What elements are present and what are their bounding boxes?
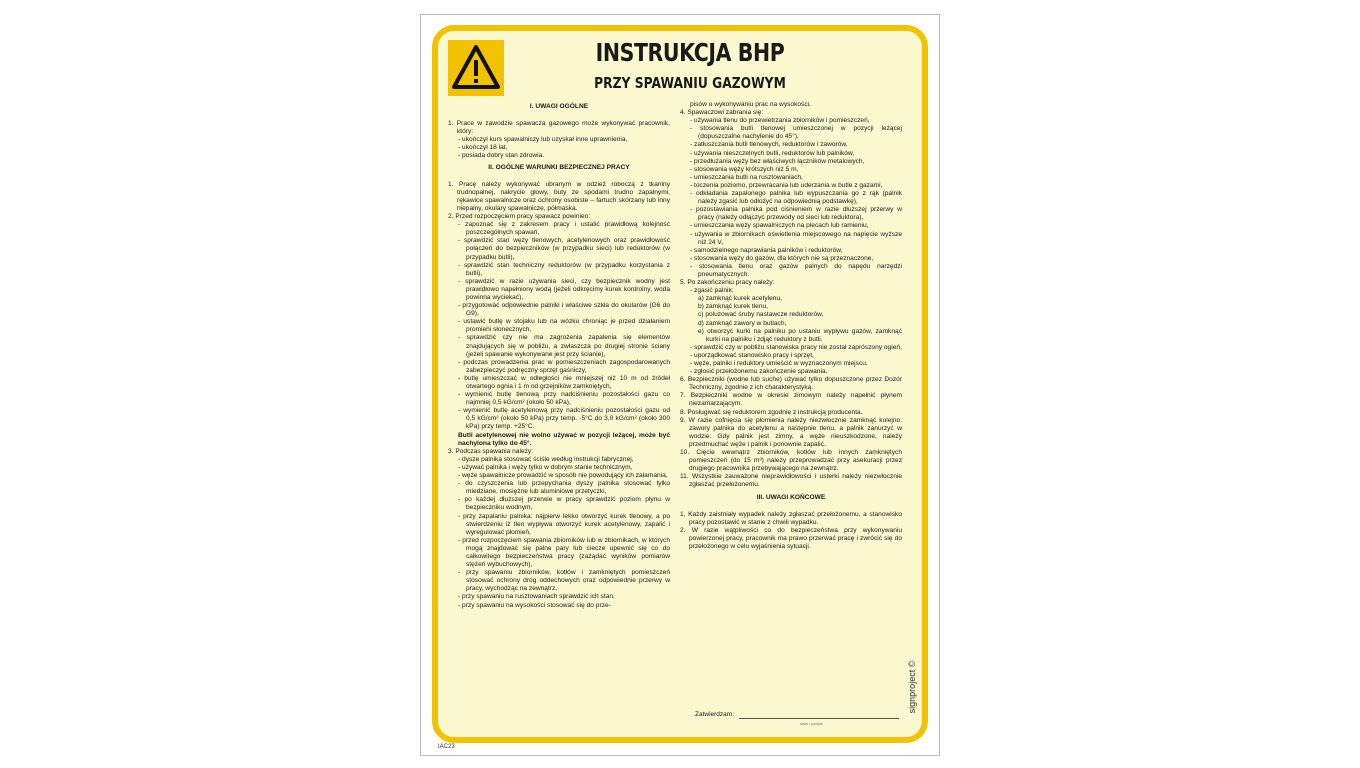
signature-caption: data i podpis [800, 721, 823, 726]
list-item: - pozostawiania palnika pod ciśnieniem w razie dłuższej przerwy w pracy (należy odłączyć przewody od sieci lub reduktora), [690, 206, 902, 222]
paragraph: 7. Bezpieczniki wodne w okresie zimowym należy napełnić płynem niezamarzającym. [680, 392, 902, 408]
sub-list-item: c) poluzować śruby nastawcze reduktorów, [698, 311, 824, 319]
list-item: - stosowania węży krótszych niż 5 m, [690, 165, 799, 173]
list-item: - sprawdzić w razie używania sieci, czy bezpiecznik wodny jest prawidłowo napełniony wodą (jeżeli odkręcimy kurek kontrolny, woda powinna wyciekać), [458, 277, 670, 301]
sign-subtitle: PRZY SPAWANIU GAZOWYM [594, 74, 786, 92]
list-item: - dysze palnika stosować ściśle według instrukcji fabrycznej, [458, 455, 634, 463]
list-item: - sprawdzić czy nie ma zagrożenia zapalenia się elementów znajdujących się w pobliżu, a zwłaszcza po drugiej stronie ściany (jeżeli spawanie wykonywane jest przy ścianie), [458, 334, 670, 358]
list-item: - odkładania zapalonego palnika lub wypuszczania go z rąk (palnik należy zgasić lub odłożyć na odpowiednią podstawkę), [690, 190, 902, 206]
paragraph: 1. Każdy zaistniały wypadek należy zgłaszać przełożonemu, a stanowisko pracy pozostawić w stanie z chwili wypadku. [680, 510, 902, 526]
list-item: - wymienić butlę acetylenową przy nadciśnieniu pozostałości gazu od 0,5 kG/cm² (około 50 kPa) przy temp. -5°C do 3,0 kG/cm² (około 300 kPa) przy temp. +25°C. [458, 407, 670, 431]
list-item: - przy spawaniu na rusztowaniach sprawdzić ich stan, [458, 593, 615, 601]
paragraph: 1. Prace w zawodzie spawacza gazowego może wykonywać pracownik, który: [448, 120, 670, 136]
list-item: - przed rozpoczęciem spawania zbiorników lub w zbiornikach, w których mogą znajdować się palne pary lub ciecze upewnić się co do całkowitego bezpieczeństwa pracy (zażądać wyników pomiarów stężeń wybuchowych), [458, 536, 670, 569]
list-item: - zatłuszczania butli tlenowych, reduktorów i zaworów, [690, 141, 848, 149]
right-column [680, 101, 902, 551]
paragraph: 2. W razie wątpliwości co do bezpieczeństwa przy wykonywaniu powierzonej pracy, pracownik ma prawo przerwać pracę i zwrócić się do przełożonego w celu wyjaśnienia sytuacji. [680, 526, 902, 550]
list-item: - ustawić butlę w stojaku lub na wózku chroniąc je przed działaniem promieni słonecznych, [458, 318, 670, 334]
list-item: - uporządkować stanowisko pracy i sprzęt, [690, 351, 814, 359]
sign-code: IAC23 [438, 744, 455, 750]
bold-warning: Butli acetylenowej nie wolno używać w pozycji leżącej, może być nachylona tylko do 45°. [458, 431, 670, 447]
sub-list-item: b) zamknąć kurek tlenu, [698, 303, 768, 311]
list-item: - butlę umieszczać w odległości nie mniejszej niż 10 m od źródeł otwartego ognia i 1 m od grzejników zamkniętych, [458, 374, 670, 390]
list-item: - podczas prowadzenia prac w pomieszczeniach zagospodarowanych zabezpieczyć podręczny sprzęt gaśniczy, [458, 358, 670, 374]
list-item: - stosowania butli tlenowej umieszczonej w pozycji leżącej (dopuszczalne nachylenie do 45°), [690, 125, 902, 141]
list-item: - sprawdzić stan węży tlenowych, acetylenowych oraz prawidłowość połączeń do bezpieczników (w przypadku sieci) lub reduktorów (w przypadku butli), [458, 237, 670, 261]
list-item: - zgasić palnik: [690, 287, 734, 295]
list-item: - sprawdzić czy w pobliżu stanowiska pracy nie został zaprószony ogień, [690, 343, 902, 351]
left-column [448, 100, 670, 610]
list-item: - umieszczania butli na rusztowaniach, [690, 173, 803, 181]
brand-text: signproject © [907, 660, 917, 714]
list-item: - węże, palniki i reduktory umieścić w wyznaczonym miejscu, [690, 360, 868, 367]
paragraph: 8. Posługiwać się reduktorem zgodnie z instrukcją producenta. [680, 408, 863, 416]
list-item: - przy spawaniu zbiorników, kotłów i zamkniętych pomieszczeń stosować ochrony dróg oddechowych oraz odpowiednie przerwy w pracy, wychodząc na zewnątrz, [458, 569, 670, 593]
section-heading-final: III. UWAGI KOŃCOWE [756, 493, 826, 501]
sub-list-item: d) zamknąć zawory w butlach, [698, 319, 787, 327]
list-item: - używać palnika i węży tylko w dobrym stanie technicznym, [458, 463, 633, 471]
list-item: - do czyszczenia lub przepychania dyszy palnika stosować tylko miedziane, mosiężne lub aluminiowe przetyczki, [458, 480, 670, 496]
paragraph: 6. Bezpieczniki (wodne lub suche) używać tylko dopuszczone przez Dozór Techniczny, zgodnie z ich charakterystyką. [680, 376, 902, 392]
paragraph: 9. W razie cofnięcia się płomienia należy niezwłocznie zamknąć kolejno: zawory palnika do acetylenu a następnie tlenu, a palnik zanurzyć w wodzie. Gdy palnik jest zimny, a węże nieuszkodzone, należy przedmuchać węże i palnik i ponownie zapalić. [680, 416, 902, 448]
list-item: - przy spawaniu na wysokości stosować się do prze- [458, 601, 611, 609]
list-item: - używania tlenu do przewietrzania zbiorników i pomieszczeń, [690, 117, 870, 125]
list-item: - ukończył 18 lat, [458, 144, 508, 152]
list-item: - zgłosić przełożonemu zakończenie spawania. [690, 368, 828, 376]
list-item: - stosowania węży do gazów, dla których nie są przeznaczone, [690, 254, 874, 262]
paragraph: 4. Spawaczowi zabrania się: [680, 109, 764, 117]
list-item: - samodzielnego naprawiania palników i reduktorów, [690, 246, 843, 254]
section-heading-conditions: II. OGÓLNE WARUNKI BEZPIECZNEJ PRACY [488, 163, 630, 171]
list-item-continued: pisów o wykonywaniu prac na wysokości. [690, 101, 811, 108]
paragraph: 3. Podczas spawania należy: [448, 447, 534, 455]
approval-row [695, 711, 905, 726]
sign-title: INSTRUKCJA BHP [595, 38, 785, 67]
list-item: - po każdej dłuższej przerwie w pracy sprawdzić poziom płynu w bezpieczniku wodnym, [458, 496, 670, 512]
brand-mark [905, 652, 919, 722]
list-item: - przy zapalaniu palnika: najpierw lekko otworzyć kurek tlenowy, a po stwierdzeniu iż tlen wypływa otworzyć kurek acetylenowy, zapalić i wyregulować płomień, [458, 512, 670, 536]
list-item: - stosowania tlenu oraz gazów palnych do napędu narzędzi pneumatycznych. [690, 262, 902, 278]
list-item: - wymienić butlę tlenową przy nadciśnieniu pozostałości gazu co najmniej 0,5 kG/cm² (około 50 kPa), [458, 391, 670, 407]
warning-icon [448, 40, 504, 96]
section-heading-general: I. UWAGI OGÓLNE [529, 103, 589, 110]
sub-list-item: e) otworzyć kurki na palniku po ustaniu wypływu gazów, zamknąć kurki na palniku i zdjąć reduktory z butli. [698, 327, 902, 343]
signature-line [739, 718, 899, 719]
list-item: - ukończył kurs spawalniczy lub uzyskał inne uprawnienia, [458, 136, 628, 144]
list-item: - używania w zbiornikach oświetlenia miejscowego na napięcie wyższe niż 24 V, [690, 230, 902, 246]
paragraph: 10. Cięcie wewnątrz zbiorników, kotłów lub innych zamkniętych pomieszczeń (do 15 m³) należy przeprowadzać przy asekuracji przez drugiego pracownika przebywającego na zewnątrz. [680, 449, 902, 473]
list-item: - toczenia poziomo, przewracania lub uderzania w butle z gazami, [690, 181, 883, 189]
sub-list-item: a) zamknąć kurek acetylenu, [698, 295, 782, 303]
paragraph: 11. Wszystkie zauważone nieprawidłowości i usterki należy niezwłocznie zgłaszać przełożonemu. [680, 473, 902, 489]
paragraph: 2. Przed rozpoczęciem pracy spawacz powinien: [448, 213, 591, 221]
list-item: - sprawdzić stan techniczny reduktorów (w przypadku korzystania z butli), [458, 261, 670, 277]
list-item: - przedłużania węży bez właściwych łączników metalowych, [690, 157, 865, 165]
list-item: - używania nieszczelnych butli, reduktorów lub palników, [690, 149, 855, 157]
list-item: - węże spawalnicze prowadzić w sposób nie powodujący ich załamania, [458, 472, 668, 480]
list-item: - przygotować odpowiednie palniki i właściwe szkła do okularów (G6 do G9), [458, 302, 670, 318]
paragraph: 1. Pracę należy wykonywać ubranym w odzież roboczą z tkaniny trudnopalnej, nakrycie głowy, buty ze spodami trudno zapalnymi, rękawice spawalnicze oraz ochrony osobiste – fartuch skórzany lub inny niepalny, okulary spawalnicze, półmaska. [448, 180, 670, 212]
list-item: - zapoznać się z zakresem pracy i ustalić prawidłową kolejność poszczególnych spawań, [458, 221, 670, 237]
approval-label: Zatwierdzam: [695, 711, 735, 718]
list-item: - umieszczania węży spawalniczych na plecach lub ramieniu, [690, 222, 869, 230]
paragraph: 5. Po zakończeniu pracy należy: [680, 279, 775, 287]
list-item: - posiada dobry stan zdrowia. [458, 152, 545, 160]
